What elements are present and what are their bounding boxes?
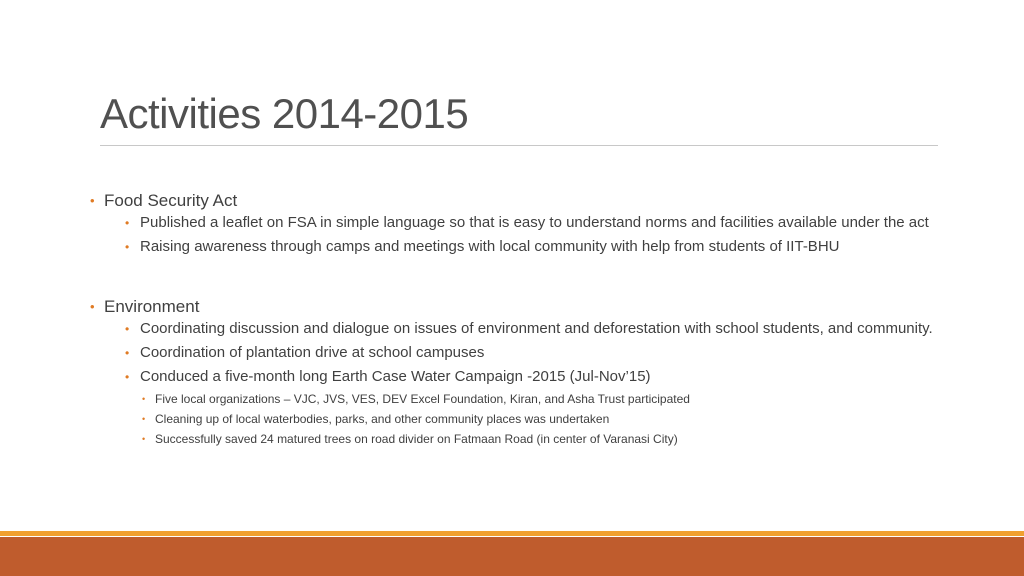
footer-accent-bar [0, 531, 1024, 536]
section-food-security-act [88, 190, 948, 256]
title-divider [100, 145, 938, 146]
list-item-text: Conduced a five-month long Earth Case Water Campaign -2015 (Jul-Nov’15) [140, 368, 651, 385]
sub-sub-bullet-list [140, 392, 948, 447]
bullet-icon: • [142, 394, 146, 404]
list-item [140, 412, 948, 427]
list-item [120, 238, 948, 256]
list-item [120, 368, 948, 447]
bullet-icon: • [90, 193, 95, 208]
list-item [140, 392, 948, 407]
section-heading: Environment [104, 297, 200, 316]
bullet-list [88, 190, 948, 447]
bullet-icon: • [125, 216, 130, 230]
list-item-text: Successfully saved 24 matured trees on road divider on Fatmaan Road (in center of Varanasi City) [155, 432, 678, 446]
section-environment [88, 296, 948, 447]
bullet-icon: • [142, 434, 146, 444]
section-spacer [88, 262, 948, 296]
list-item-text: Cleaning up of local waterbodies, parks, and other community places was undertaken [155, 412, 610, 426]
bullet-icon: • [125, 240, 130, 254]
slide-body [88, 190, 948, 453]
list-item [120, 320, 948, 338]
list-item [120, 344, 948, 362]
list-item-text: Published a leaflet on FSA in simple language so that is easy to understand norms and facilities available under the act [140, 214, 929, 231]
footer-bar [0, 537, 1024, 576]
list-item [140, 432, 948, 447]
bullet-icon: • [125, 322, 130, 336]
bullet-icon: • [90, 299, 95, 314]
section-heading: Food Security Act [104, 191, 238, 210]
bullet-icon: • [125, 370, 130, 384]
sub-bullet-list [104, 320, 948, 447]
list-item-text: Raising awareness through camps and meetings with local community with help from students of IIT-BHU [140, 238, 840, 255]
list-item [120, 214, 948, 232]
bullet-icon: • [142, 414, 146, 424]
list-item-text: Five local organizations – VJC, JVS, VES, DEV Excel Foundation, Kiran, and Asha Trust participated [155, 392, 690, 406]
list-item-text: Coordination of plantation drive at school campuses [140, 344, 485, 361]
slide-title: Activities 2014-2015 [100, 90, 469, 137]
sub-bullet-list [104, 214, 948, 256]
list-item-text: Coordinating discussion and dialogue on issues of environment and deforestation with school students, and community. [140, 320, 933, 337]
bullet-icon: • [125, 346, 130, 360]
